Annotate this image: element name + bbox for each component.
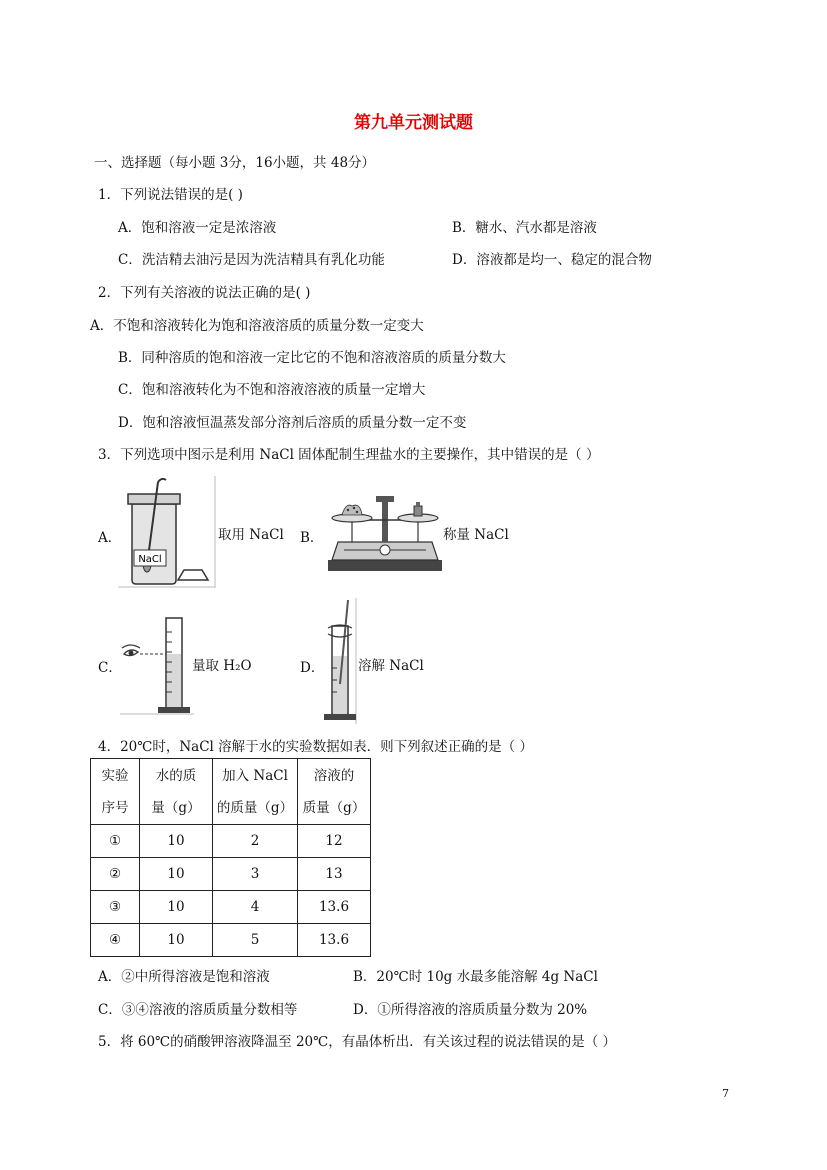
bottle-label: NaCl	[138, 554, 162, 565]
data-table	[90, 758, 371, 957]
table-cell: 5	[213, 924, 298, 957]
table-row	[91, 858, 371, 891]
q1-option-a: A．饱和溶液一定是浓溶液	[118, 220, 277, 236]
page-title: 第九单元测试题	[354, 113, 473, 133]
table-cell: 10	[140, 891, 213, 924]
table-cell: 3	[213, 858, 298, 891]
table-cell: ③	[91, 891, 140, 924]
q3-option-d-letter: D．	[300, 660, 325, 676]
table-header-cell: 溶液的 质量（g）	[298, 759, 371, 825]
q1-option-c: C．洗洁精去油污是因为洗洁精具有乳化功能	[118, 252, 385, 268]
q3-option-a-letter: A．	[98, 530, 122, 546]
table-row	[91, 825, 371, 858]
table-cell: 4	[213, 891, 298, 924]
q1-option-d: D．溶液都是均一、稳定的混合物	[452, 252, 652, 268]
table-row	[91, 924, 371, 957]
nacl-bottle-figure	[118, 476, 218, 588]
q3-option-c-caption: 量取 H₂O	[192, 658, 252, 674]
table-cell: 10	[140, 825, 213, 858]
q2-stem: 2．下列有关溶液的说法正确的是( )	[98, 285, 311, 301]
balance-figure	[322, 490, 446, 574]
q4-option-b: B．20℃时 10g 水最多能溶解 4g NaCl	[353, 969, 598, 985]
table-cell: 10	[140, 858, 213, 891]
q2-option-a: A．不饱和溶液转化为饱和溶液溶质的质量分数一定变大	[90, 318, 424, 334]
q1-option-b: B．糖水、汽水都是溶液	[452, 220, 597, 236]
table-cell: 13.6	[298, 891, 371, 924]
page-number: 7	[722, 1087, 729, 1100]
table-cell: ①	[91, 825, 140, 858]
q2-option-d: D．饱和溶液恒温蒸发部分溶剂后溶质的质量分数一定不变	[118, 415, 467, 431]
table-cell: 10	[140, 924, 213, 957]
table-header-cell: 实验 序号	[91, 759, 140, 825]
q3-option-c-letter: C．	[98, 660, 122, 676]
q3-option-b-letter: B．	[300, 530, 324, 546]
table-header-row	[91, 759, 371, 825]
q4-option-d: D．①所得溶液的溶质质量分数为 20%	[353, 1002, 588, 1018]
table-cell: 13.6	[298, 924, 371, 957]
table-cell: ④	[91, 924, 140, 957]
table-cell: 2	[213, 825, 298, 858]
table-cell: ②	[91, 858, 140, 891]
q3-option-a-caption: 取用 NaCl	[218, 527, 284, 543]
q2-option-c: C．饱和溶液转化为不饱和溶液溶液的质量一定增大	[118, 382, 426, 398]
dissolve-figure	[318, 598, 360, 724]
table-header-cell: 加入 NaCl 的质量（g）	[213, 759, 298, 825]
q4-stem: 4．20℃时，NaCl 溶解于水的实验数据如表．则下列叙述正确的是（ ）	[98, 739, 533, 755]
q3-stem: 3．下列选项中图示是利用 NaCl 固体配制生理盐水的主要操作，其中错误的是（ ）	[98, 447, 600, 463]
table-header-cell: 水的质 量（g）	[140, 759, 213, 825]
q3-option-d-caption: 溶解 NaCl	[358, 658, 424, 674]
q2-option-b: B．同种溶质的饱和溶液一定比它的不饱和溶液溶质的质量分数大	[118, 350, 506, 366]
measure-water-figure	[118, 614, 194, 716]
table-cell: 12	[298, 825, 371, 858]
q4-option-c: C．③④溶液的溶质质量分数相等	[98, 1002, 298, 1018]
section-heading: 一、选择题（每小题 3分，16小题，共 48分）	[94, 155, 376, 171]
q3-option-b-caption: 称量 NaCl	[443, 527, 509, 543]
q5-stem: 5．将 60℃的硝酸钾溶液降温至 20℃，有晶体析出．有关该过程的说法错误的是（ ）	[98, 1034, 617, 1050]
q1-stem: 1．下列说法错误的是( )	[98, 187, 243, 203]
table-cell: 13	[298, 858, 371, 891]
table-row	[91, 891, 371, 924]
q4-option-a: A．②中所得溶液是饱和溶液	[98, 969, 270, 985]
